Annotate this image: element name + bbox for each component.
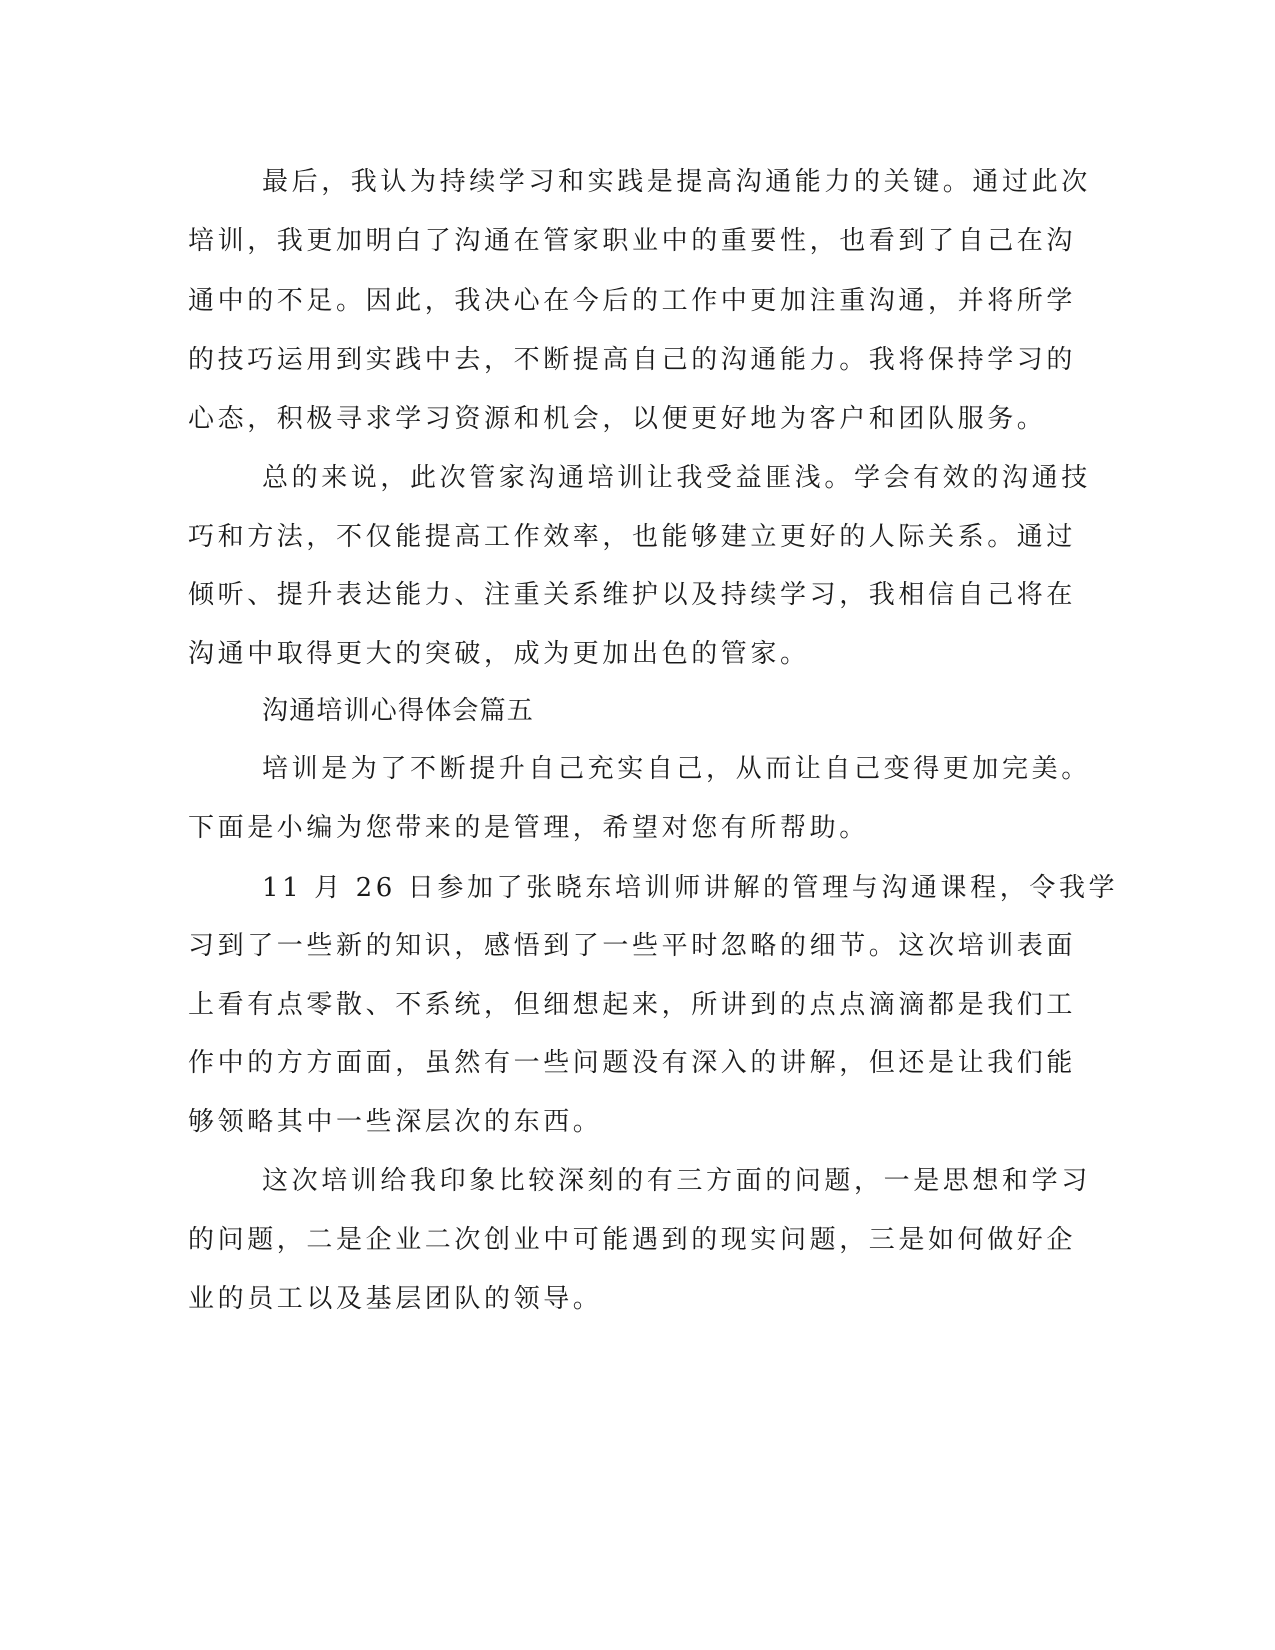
paragraph-3-line-2: 下面是小编为您带来的是管理，希望对您有所帮助。	[188, 813, 869, 843]
paragraph-5-line-2: 的问题，二是企业二次创业中可能遇到的现实问题，三是如何做好企	[188, 1225, 1077, 1255]
paragraph-5-line-3: 业的员工以及基层团队的领导。	[188, 1284, 603, 1314]
paragraph-5-line-1: 这次培训给我印象比较深刻的有三方面的问题，一是思想和学习	[262, 1166, 1091, 1196]
paragraph-2-line-2: 巧和方法，不仅能提高工作效率，也能够建立更好的人际关系。通过	[188, 522, 1077, 552]
paragraph-3-line-1: 培训是为了不断提升自己充实自己，从而让自己变得更加完美。	[262, 754, 1091, 784]
paragraph-2-line-1: 总的来说，此次管家沟通培训让我受益匪浅。学会有效的沟通技	[262, 463, 1091, 493]
paragraph-1-line-1: 最后，我认为持续学习和实践是提高沟通能力的关键。通过此次	[262, 167, 1091, 197]
paragraph-1-line-2: 培训，我更加明白了沟通在管家职业中的重要性，也看到了自己在沟	[188, 226, 1077, 256]
paragraph-2-line-4: 沟通中取得更大的突破，成为更加出色的管家。	[188, 639, 810, 669]
paragraph-4-line-5: 够领略其中一些深层次的东西。	[188, 1107, 603, 1137]
paragraph-4-line-2: 习到了一些新的知识，感悟到了一些平时忽略的细节。这次培训表面	[188, 931, 1077, 961]
paragraph-1-line-3: 通中的不足。因此，我决心在今后的工作中更加注重沟通，并将所学	[188, 286, 1077, 316]
paragraph-4-line-3: 上看有点零散、不系统，但细想起来，所讲到的点点滴滴都是我们工	[188, 990, 1077, 1020]
paragraph-1-line-4: 的技巧运用到实践中去，不断提高自己的沟通能力。我将保持学习的	[188, 345, 1077, 375]
paragraph-2-line-3: 倾听、提升表达能力、注重关系维护以及持续学习，我相信自己将在	[188, 580, 1077, 610]
paragraph-1-line-5: 心态，积极寻求学习资源和机会，以便更好地为客户和团队服务。	[188, 404, 1047, 434]
paragraph-4-line-4: 作中的方方面面，虽然有一些问题没有深入的讲解，但还是让我们能	[188, 1048, 1077, 1078]
section-heading: 沟通培训心得体会篇五	[262, 696, 535, 726]
paragraph-4-line-1: 11 月 26 日参加了张晓东培训师讲解的管理与沟通课程，令我学	[262, 873, 1119, 903]
